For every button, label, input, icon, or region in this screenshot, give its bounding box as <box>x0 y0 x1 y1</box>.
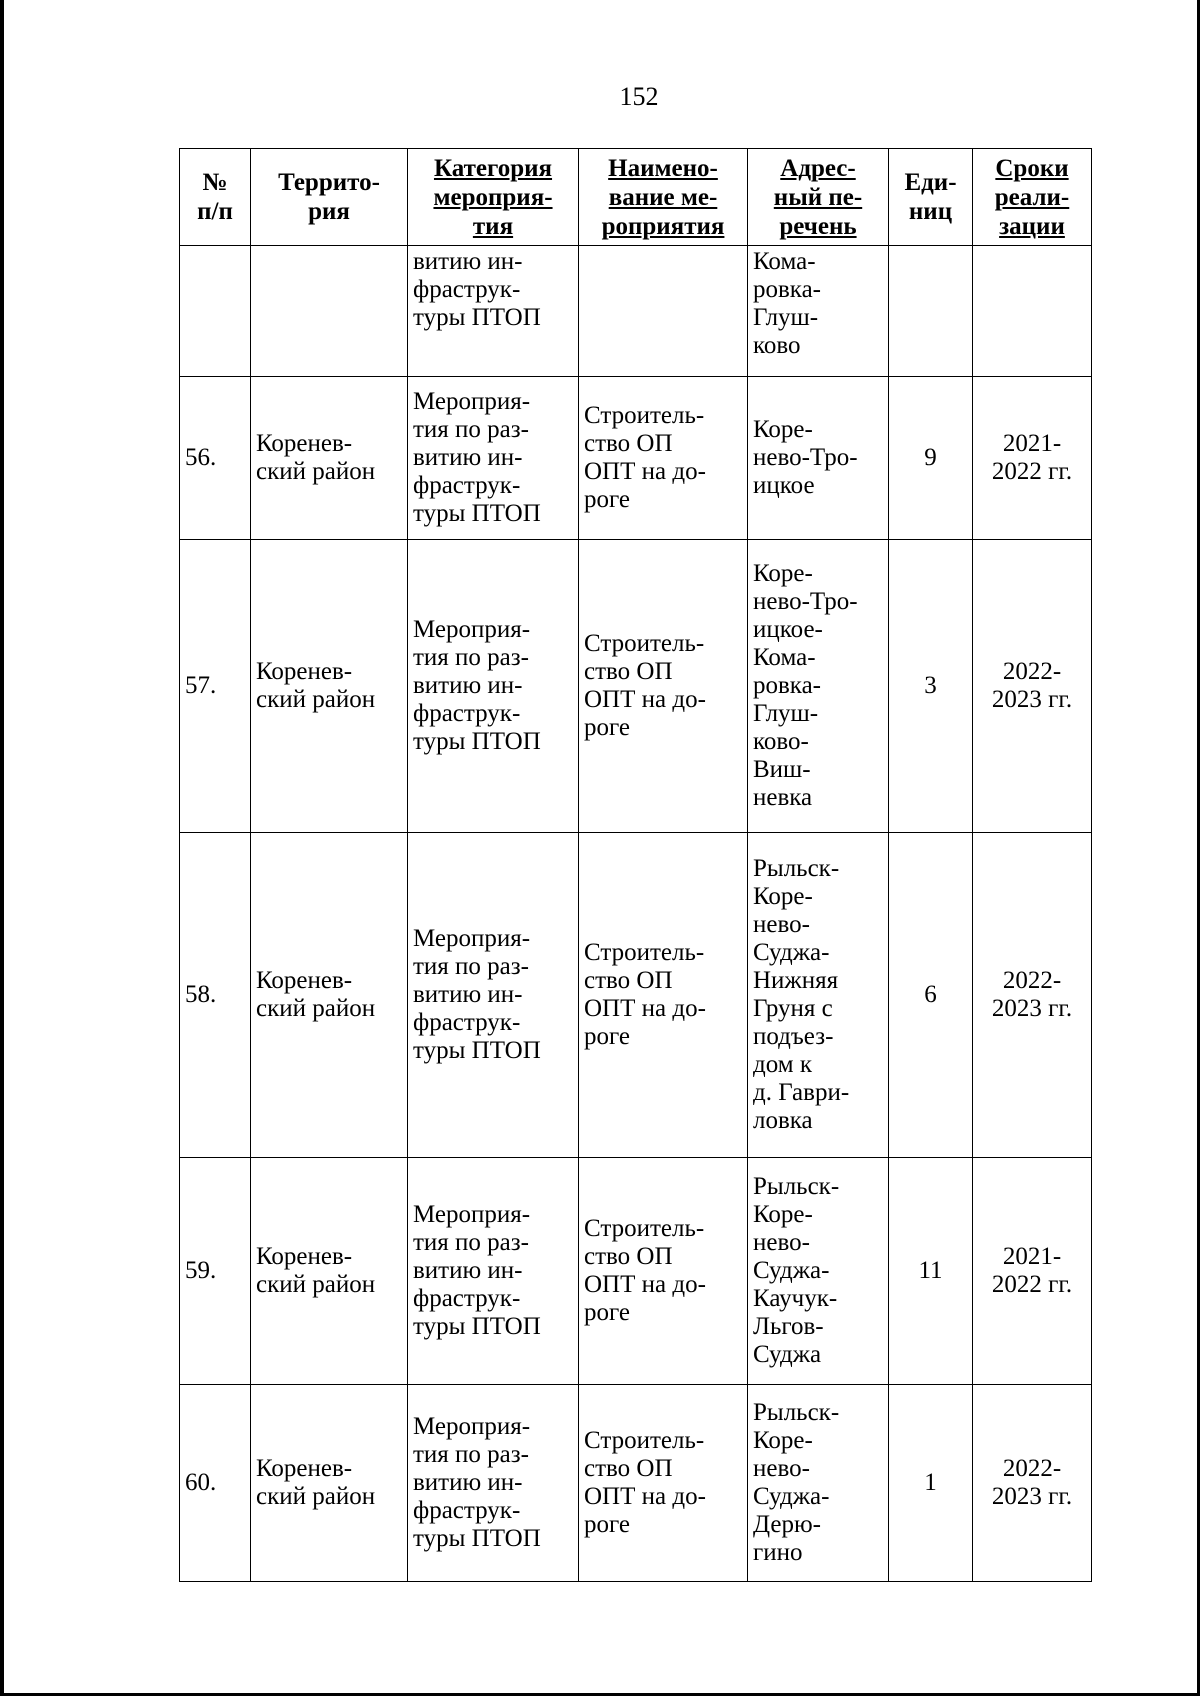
cell-address: Кома- ровка- Глуш- ково <box>748 246 889 377</box>
cell-units: 6 <box>889 833 973 1158</box>
cell-units: 9 <box>889 377 973 540</box>
cell-terms: 2021- 2022 гг. <box>973 1158 1092 1385</box>
cell-territory: Коренев- ский район <box>251 1385 408 1582</box>
cell-units: 1 <box>889 1385 973 1582</box>
cell-terms: 2021- 2022 гг. <box>973 377 1092 540</box>
header-territory: Террито- рия <box>251 149 408 246</box>
cell-address: Коре- нево-Тро- ицкое- Кома- ровка- Глуш- ково- Виш- невка <box>748 540 889 833</box>
cell-category: Мероприя- тия по раз- витию ин- фраструк- туры ПТОП <box>408 1158 579 1385</box>
header-name: Наимено- вание ме- роприятия <box>579 149 748 246</box>
cell-address: Рыльск- Коре- нево- Суджа- Нижняя Груня с подъез- дом к д. Гаври- ловка <box>748 833 889 1158</box>
cell-category: Мероприя- тия по раз- витию ин- фраструк- туры ПТОП <box>408 833 579 1158</box>
cell-terms: 2022- 2023 гг. <box>973 1385 1092 1582</box>
table-row <box>180 833 1092 1158</box>
cell-num: 58. <box>180 833 251 1158</box>
cell-units: 11 <box>889 1158 973 1385</box>
cell-name: Строитель- ство ОП ОПТ на до- роге <box>579 540 748 833</box>
cell-units <box>889 246 973 377</box>
cell-category: Мероприя- тия по раз- витию ин- фраструк- туры ПТОП <box>408 540 579 833</box>
header-units: Еди- ниц <box>889 149 973 246</box>
table-row <box>180 1385 1092 1582</box>
table-row-continuation <box>180 246 1092 377</box>
cell-num <box>180 246 251 377</box>
cell-name: Строитель- ство ОП ОПТ на до- роге <box>579 377 748 540</box>
cell-num: 56. <box>180 377 251 540</box>
table-row <box>180 1158 1092 1385</box>
cell-units: 3 <box>889 540 973 833</box>
cell-territory: Коренев- ский район <box>251 540 408 833</box>
cell-terms: 2022- 2023 гг. <box>973 540 1092 833</box>
cell-name: Строитель- ство ОП ОПТ на до- роге <box>579 1158 748 1385</box>
cell-address: Рыльск- Коре- нево- Суджа- Дерю- гино <box>748 1385 889 1582</box>
cell-num: 57. <box>180 540 251 833</box>
cell-name: Строитель- ство ОП ОПТ на до- роге <box>579 833 748 1158</box>
header-address: Адрес- ный пе- речень <box>748 149 889 246</box>
header-terms: Сроки реали- зации <box>973 149 1092 246</box>
cell-num: 59. <box>180 1158 251 1385</box>
cell-territory: Коренев- ский район <box>251 377 408 540</box>
table-row <box>180 377 1092 540</box>
cell-address: Коре- нево-Тро- ицкое <box>748 377 889 540</box>
events-table <box>179 148 1092 1582</box>
cell-terms <box>973 246 1092 377</box>
cell-num: 60. <box>180 1385 251 1582</box>
cell-territory: Коренев- ский район <box>251 833 408 1158</box>
page-number: 152 <box>619 82 659 111</box>
cell-territory: Коренев- ский район <box>251 1158 408 1385</box>
header-num: № п/п <box>180 149 251 246</box>
cell-address: Рыльск- Коре- нево- Суджа- Каучук- Льгов- Суджа <box>748 1158 889 1385</box>
cell-territory <box>251 246 408 377</box>
table-header-row <box>180 149 1092 246</box>
cell-terms: 2022- 2023 гг. <box>973 833 1092 1158</box>
cell-category: витию ин- фраструк- туры ПТОП <box>408 246 579 377</box>
cell-name: Строитель- ство ОП ОПТ на до- роге <box>579 1385 748 1582</box>
cell-category: Мероприя- тия по раз- витию ин- фраструк- туры ПТОП <box>408 1385 579 1582</box>
header-category: Категория мероприя- тия <box>408 149 579 246</box>
cell-category: Мероприя- тия по раз- витию ин- фраструк- туры ПТОП <box>408 377 579 540</box>
table-row <box>180 540 1092 833</box>
cell-name <box>579 246 748 377</box>
